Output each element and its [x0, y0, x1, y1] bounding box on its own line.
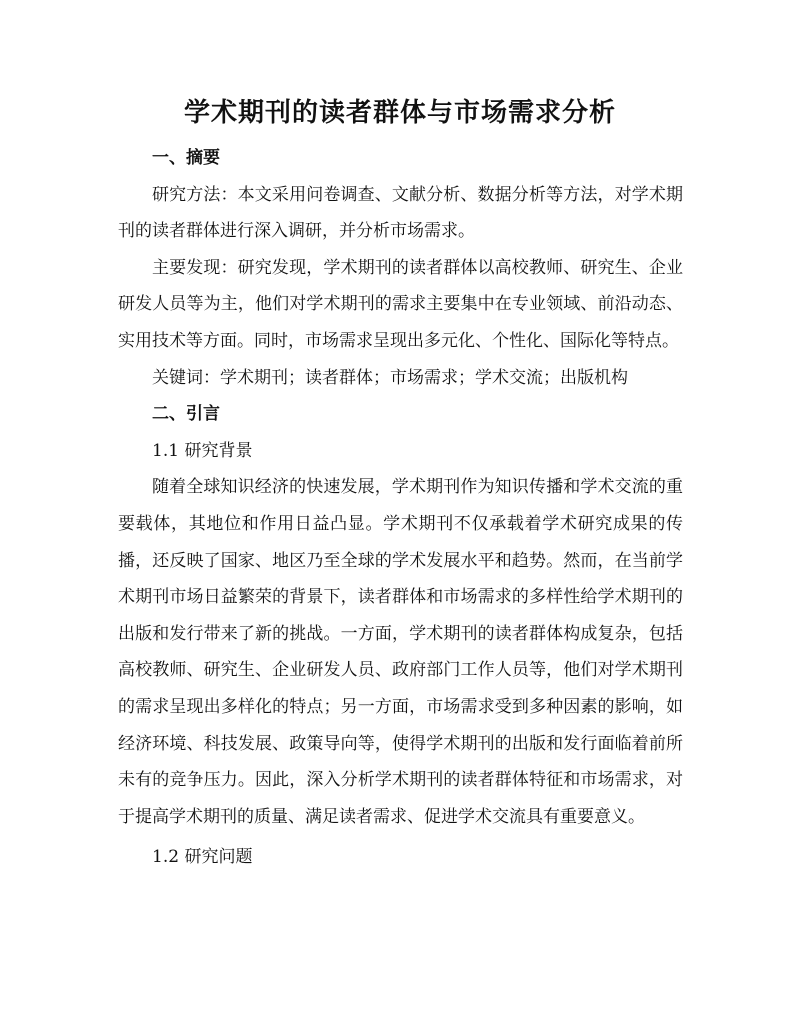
document-title: 学术期刊的读者群体与市场需求分析 — [183, 98, 616, 128]
research-background-heading: 1.1 研究背景 — [152, 440, 253, 461]
abstract-heading: 一、摘要 — [152, 148, 220, 168]
abstract-keywords: 关键词：学术期刊；读者群体；市场需求；学术交流；出版机构 — [152, 367, 628, 388]
abstract-method-paragraph: 研究方法：本文采用问卷调查、文献分析、数据分析等方法，对学术期刊的读者群体进行深入调研，并分析市场需求。 — [118, 184, 683, 242]
document-body — [118, 140, 683, 876]
research-background-paragraph: 随着全球知识经济的快速发展，学术期刊作为知识传播和学术交流的重要载体，其地位和作用日益凸显。学术期刊不仅承载着学术研究成果的传播，还反映了国家、地区乃至全球的学术发展水平和趋势。然而，在当前学术期刊市场日益繁荣的背景下，读者群体和市场需求的多样性给学术期刊的出版和发行带来了新的挑战。一方面，学术期刊的读者群体构成复杂，包括高校教师、研究生、企业研发人员、政府部门工作人员等，他们对学术期刊的需求呈现出多样化的特点；另一方面，市场需求受到多种因素的影响，如经济环境、科技发展、政策导向等，使得学术期刊的出版和发行面临着前所未有的竞争压力。因此，深入分析学术期刊的读者群体特征和市场需求，对于提高学术期刊的质量、满足读者需求、促进学术交流具有重要意义。 — [118, 477, 683, 827]
research-question-heading: 1.2 研究问题 — [152, 847, 253, 868]
intro-heading: 二、引言 — [152, 404, 220, 425]
abstract-findings-paragraph: 主要发现：研究发现，学术期刊的读者群体以高校教师、研究生、企业研发人员等为主，他们对学术期刊的需求主要集中在专业领域、前沿动态、实用技术等方面。同时，市场需求呈现出多元化、个性化、国际化等特点。 — [118, 257, 683, 351]
